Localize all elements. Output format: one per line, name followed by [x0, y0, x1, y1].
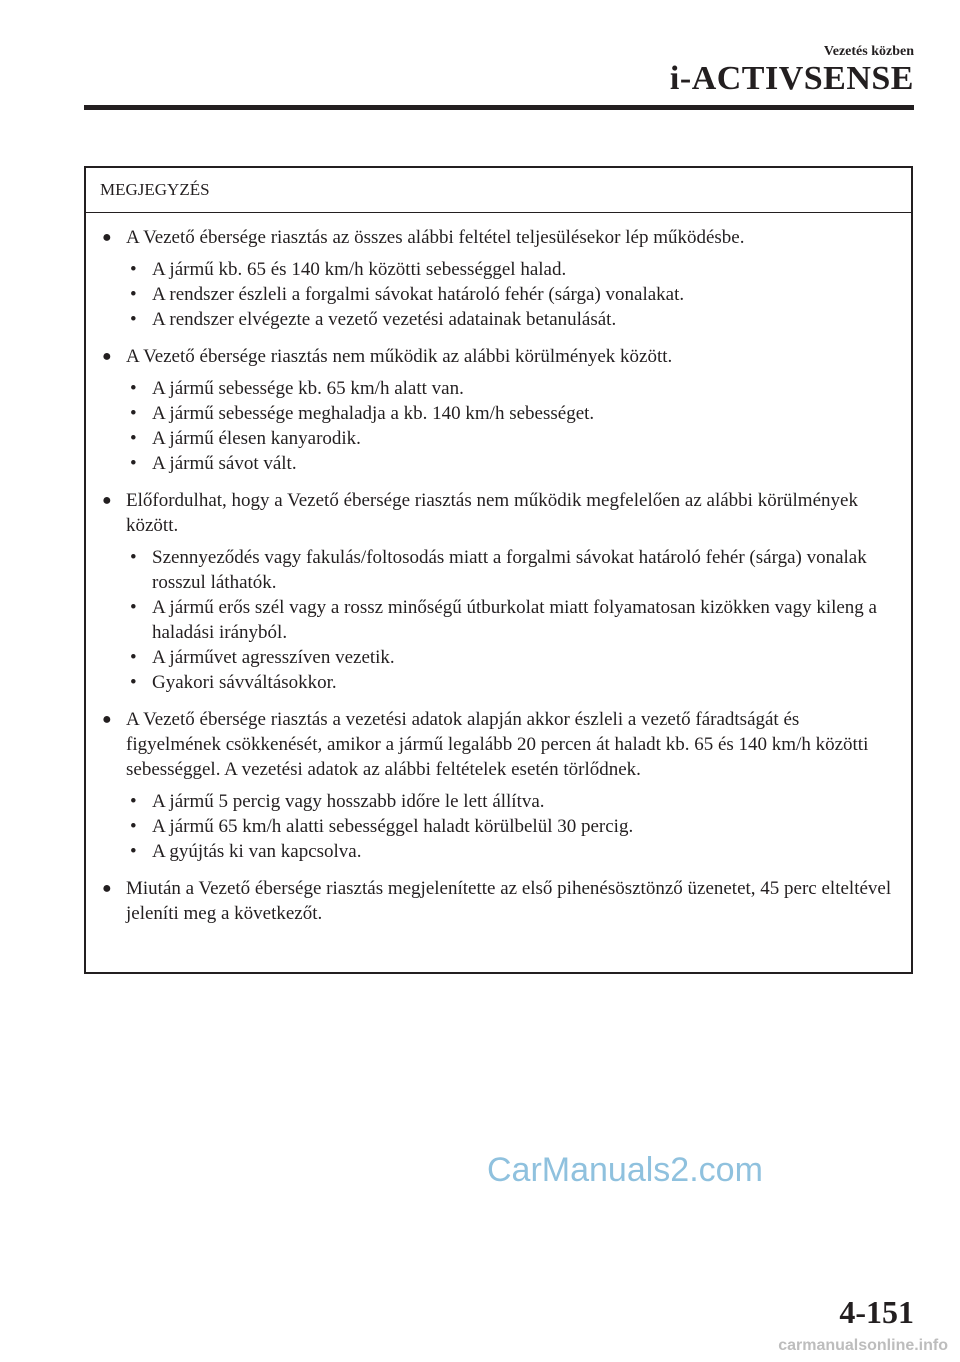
bullet-icon: •: [130, 672, 137, 693]
sub-list-item-text: Szennyeződés vagy fakulás/foltosodás miatt a forgalmi sávokat határoló fehér (sárga) vonalak rosszul láthatók.: [152, 547, 867, 593]
sub-list-item: [126, 645, 897, 670]
note-item-text: A Vezető ébersége riasztás a vezetési adatok alapján akkor észleli a vezető fáradtságát és figyelmének csökkenését, amikor a jármű legalább 20 percen át haladt kb. 65 és 140 km/h közötti sebességgel. A vezetési adatok az alábbi feltételek esetén törlődnek.: [126, 709, 869, 780]
bullet-dot-icon: ●: [102, 348, 112, 365]
sub-list-item-text: A járművet agresszíven vezetik.: [152, 647, 395, 668]
header-divider: [84, 105, 914, 110]
note-item: [102, 707, 897, 864]
bullet-icon: •: [130, 547, 137, 568]
watermark-text: CarManuals2.com: [487, 1151, 763, 1189]
sub-list-item: [126, 257, 897, 282]
bullet-dot-icon: ●: [102, 880, 112, 897]
bullet-icon: •: [130, 791, 137, 812]
sub-list-item: [126, 376, 897, 401]
sub-list-item: [126, 307, 897, 332]
sub-list: [126, 545, 897, 695]
bullet-icon: •: [130, 816, 137, 837]
sub-list-item-text: A jármű sávot vált.: [152, 453, 297, 474]
sub-list-item: [126, 595, 897, 645]
sub-list: [126, 257, 897, 332]
bullet-icon: •: [130, 597, 137, 618]
note-item-text: Miután a Vezető ébersége riasztás megjelenítette az első pihenésösztönző üzenetet, 45 perc elteltével jeleníti meg a következőt.: [126, 878, 892, 924]
sub-list-item-text: A jármű 65 km/h alatti sebességgel haladt körülbelül 30 percig.: [152, 816, 634, 837]
sub-list-item-text: A jármű élesen kanyarodik.: [152, 428, 361, 449]
sub-list-item: [126, 545, 897, 595]
sub-list-item-text: A gyújtás ki van kapcsolva.: [152, 841, 362, 862]
bullet-dot-icon: ●: [102, 229, 112, 246]
note-title: MEGJEGYZÉS: [86, 168, 911, 213]
bullet-icon: •: [130, 647, 137, 668]
sub-list-item: [126, 282, 897, 307]
sub-list-item-text: A jármű sebessége kb. 65 km/h alatt van.: [152, 378, 464, 399]
sub-list: [126, 789, 897, 864]
bullet-icon: •: [130, 453, 137, 474]
note-item-text: A Vezető ébersége riasztás az összes alábbi feltétel teljesülésekor lép működésbe.: [126, 227, 745, 248]
sub-list-item-text: A jármű kb. 65 és 140 km/h közötti sebességgel halad.: [152, 259, 567, 280]
chapter-title: i-ACTIVSENSE: [669, 60, 914, 97]
sub-list-item-text: A jármű sebessége meghaladja a kb. 140 km/h sebességet.: [152, 403, 595, 424]
sub-list-item: [126, 670, 897, 695]
bullet-icon: •: [130, 378, 137, 399]
bullet-dot-icon: ●: [102, 492, 112, 509]
sub-list-item-text: Gyakori sávváltásokkor.: [152, 672, 337, 693]
note-item-text: Előfordulhat, hogy a Vezető ébersége riasztás nem működik megfelelően az alábbi körülmények között.: [126, 490, 858, 536]
bullet-icon: •: [130, 428, 137, 449]
bullet-icon: •: [130, 259, 137, 280]
bullet-icon: •: [130, 841, 137, 862]
sub-list-item: [126, 426, 897, 451]
bullet-dot-icon: ●: [102, 711, 112, 728]
sub-list-item: [126, 789, 897, 814]
sub-list-item-text: A jármű 5 percig vagy hosszabb időre le lett állítva.: [152, 791, 545, 812]
note-item: [102, 488, 897, 695]
sub-list-item-text: A rendszer elvégezte a vezető vezetési adatainak betanulását.: [152, 309, 617, 330]
sub-list-item: [126, 839, 897, 864]
bullet-icon: •: [130, 309, 137, 330]
footer-site-link[interactable]: carmanualsonline.info: [778, 1337, 948, 1354]
sub-list-item-text: A jármű erős szél vagy a rossz minőségű útburkolat miatt folyamatosan kizökken vagy kileng a haladási irányból.: [152, 597, 877, 643]
section-title: Vezetés közben: [823, 44, 914, 59]
sub-list-item-text: A rendszer észleli a forgalmi sávokat határoló fehér (sárga) vonalakat.: [152, 284, 685, 305]
page-number: 4-151: [839, 1294, 914, 1330]
note-item: [102, 225, 897, 332]
bullet-icon: •: [130, 403, 137, 424]
note-item-text: A Vezető ébersége riasztás nem működik az alábbi körülmények között.: [126, 346, 673, 367]
note-item: [102, 876, 897, 926]
sub-list: [126, 376, 897, 476]
sub-list-item: [126, 814, 897, 839]
note-item: [102, 344, 897, 476]
sub-list-item: [126, 451, 897, 476]
bullet-icon: •: [130, 284, 137, 305]
note-box: [84, 166, 913, 974]
sub-list-item: [126, 401, 897, 426]
note-content: [86, 213, 911, 926]
